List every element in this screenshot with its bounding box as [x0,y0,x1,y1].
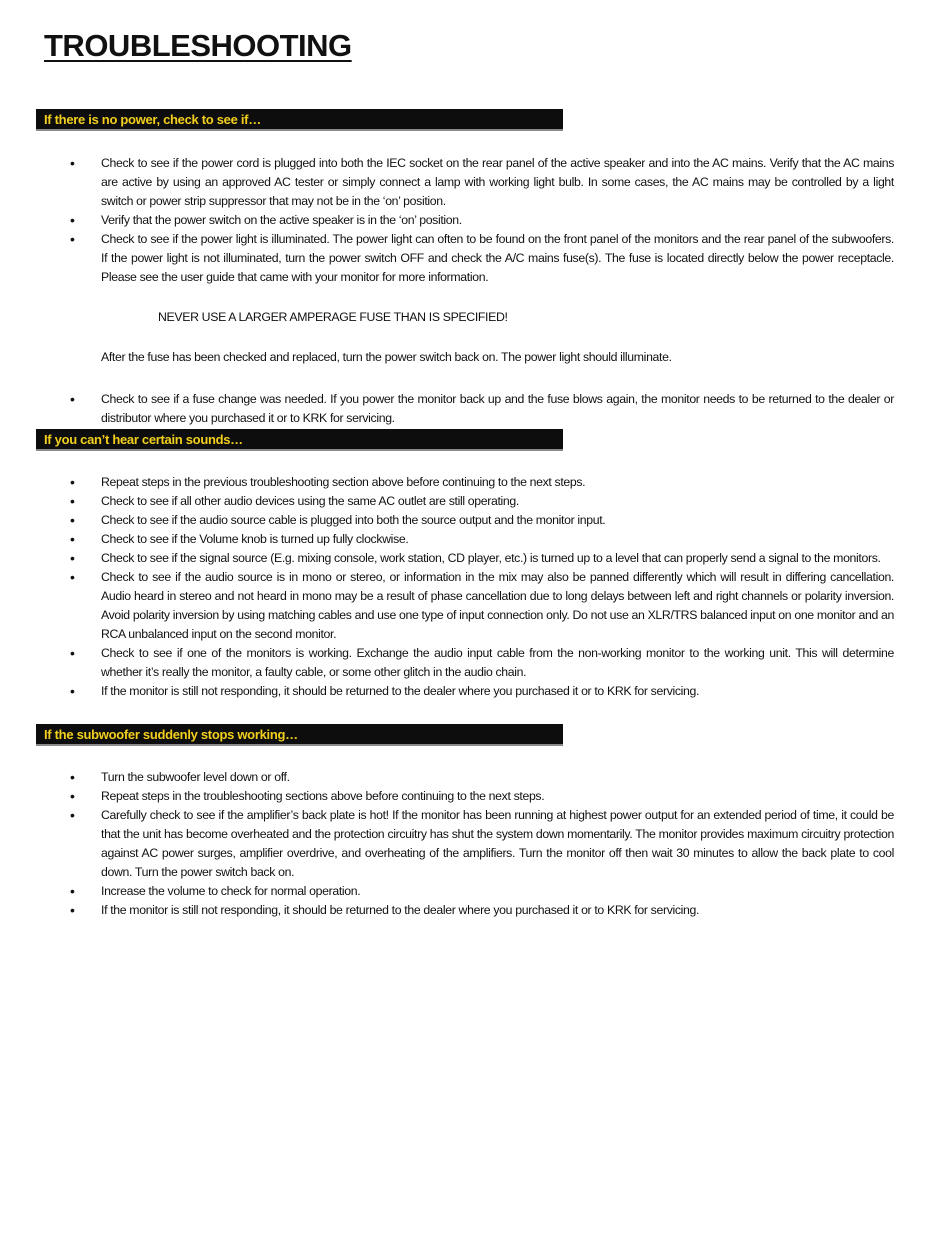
list-item-text: Check to see if the signal source (E.g. mixing console, work station, CD player, etc.) is turned up to a level that can properly send a signal to the monitors. [101,551,881,565]
section-heading-subwoofer [36,724,563,746]
list-item-text: Verify that the power switch on the active speaker is in the ‘on’ position. [101,213,462,227]
bullet-icon: • [70,550,75,566]
list-item-text: Check to see if all other audio devices using the same AC outlet are still operating. [101,494,519,508]
bullet-icon: • [70,883,75,899]
list-item-text: Repeat steps in the previous troubleshooting section above before continuing to the next steps. [101,475,586,489]
list-item [66,644,894,682]
list-item [66,549,894,568]
bullet-icon: • [70,531,75,547]
bullet-icon: • [70,683,75,699]
list-item-text: Check to see if the audio source is in mono or stereo, or information in the mix may also be panned differently which will result in differing cancellation. Audio heard in stereo and not heard in mono may be a result of phase cancellation due to long delays between left and right channels or polarity inversion. Avoid polarity inversion by using matching cables and use one type of input connection only. Do not use an XLR/TRS balanced input on one monitor and an RCA unbalanced input on the second monitor. [101,570,894,641]
list-item [66,682,894,701]
section-heading-no-power [36,109,563,131]
list-item [66,787,894,806]
bullet-icon: • [70,391,75,407]
section-no-sound-list [66,473,894,701]
fuse-warning: NEVER USE A LARGER AMPERAGE FUSE THAN IS SPECIFIED! [158,310,508,324]
list-item-text: Check to see if the power light is illuminated. The power light can often to be found on the front panel of the monitors and the rear panel of the subwoofers. If the power light is not illuminated, turn the power switch OFF and check the A/C mains fuse(s). The fuse is located directly below the power receptacle. Please see the user guide that came with your monitor for more information. [101,232,894,284]
list-item [66,473,894,492]
section-heading-label: If there is no power, check to see if… [44,112,261,127]
list-item [66,154,894,211]
bullet-icon: • [70,902,75,918]
bullet-icon: • [70,769,75,785]
list-item-text: Check to see if the audio source cable is plugged into both the source output and the monitor input. [101,513,606,527]
bullet-icon: • [70,569,75,585]
list-item-text: Check to see if the power cord is plugged into both the IEC socket on the rear panel of the active speaker and into the AC mains. Verify that the AC mains are active by using an approved AC tester or simply connect a lamp with working light bulb. In some cases, the AC mains may be controlled by a light switch or power strip suppressor that may not be in the ‘on’ position. [101,156,894,208]
list-item [66,230,894,287]
list-item-text: Carefully check to see if the amplifier’s back plate is hot! If the monitor has been running at highest power output for an extended period of time, it could be that the unit has become overheated and the protection circuitry has shut the system down momentarily. The monitor provides maximum circuitry protection against AC power surges, amplifier overdrive, and overheating of the amplifiers. Turn the monitor off then wait 30 minutes to allow the back plate to cool down. Turn the power switch back on. [101,808,894,879]
section-subwoofer-list [66,768,894,920]
bullet-icon: • [70,231,75,247]
list-item [66,768,894,787]
section-no-power-list [66,154,894,428]
list-item-text: Check to see if one of the monitors is working. Exchange the audio input cable from the non-working monitor to the working unit. This will determine whether it’s really the monitor, a faulty cable, or some other glitch in the audio chain. [101,646,894,679]
bullet-icon: • [70,474,75,490]
list-item [66,511,894,530]
list-item-text: Repeat steps in the troubleshooting sections above before continuing to the next steps. [101,789,545,803]
list-item-text: Increase the volume to check for normal operation. [101,884,361,898]
list-item-text: Check to see if the Volume knob is turned up fully clockwise. [101,532,409,546]
list-item [66,806,894,882]
list-item-text: Turn the subwoofer level down or off. [101,770,290,784]
bullet-icon: • [70,212,75,228]
bullet-icon: • [70,645,75,661]
section-heading-label: If the subwoofer suddenly stops working… [44,727,298,742]
bullet-icon: • [70,155,75,171]
list-item [66,211,894,230]
list-item-text: If the monitor is still not responding, it should be returned to the dealer where you purchased it or to KRK for servicing. [101,903,700,917]
list-item [66,901,894,920]
bullet-icon: • [70,512,75,528]
list-item-text: Check to see if a fuse change was needed. If you power the monitor back up and the fuse blows again, the monitor needs to be returned to the dealer or distributor where you purchased it or to KRK for servicing. [101,392,894,425]
bullet-icon: • [70,807,75,823]
bullet-icon: • [70,493,75,509]
list-item [66,882,894,901]
section-heading-no-sound [36,429,563,451]
list-item [66,492,894,511]
page-title: TROUBLESHOOTING [44,28,352,63]
list-item [66,390,894,428]
list-item-text: If the monitor is still not responding, it should be returned to the dealer where you purchased it or to KRK for servicing. [101,684,700,698]
section-heading-label: If you can’t hear certain sounds… [44,432,243,447]
list-item [66,530,894,549]
bullet-icon: • [70,788,75,804]
list-item [66,568,894,644]
fuse-note: After the fuse has been checked and replaced, turn the power switch back on. The power light should illuminate. [101,350,672,364]
